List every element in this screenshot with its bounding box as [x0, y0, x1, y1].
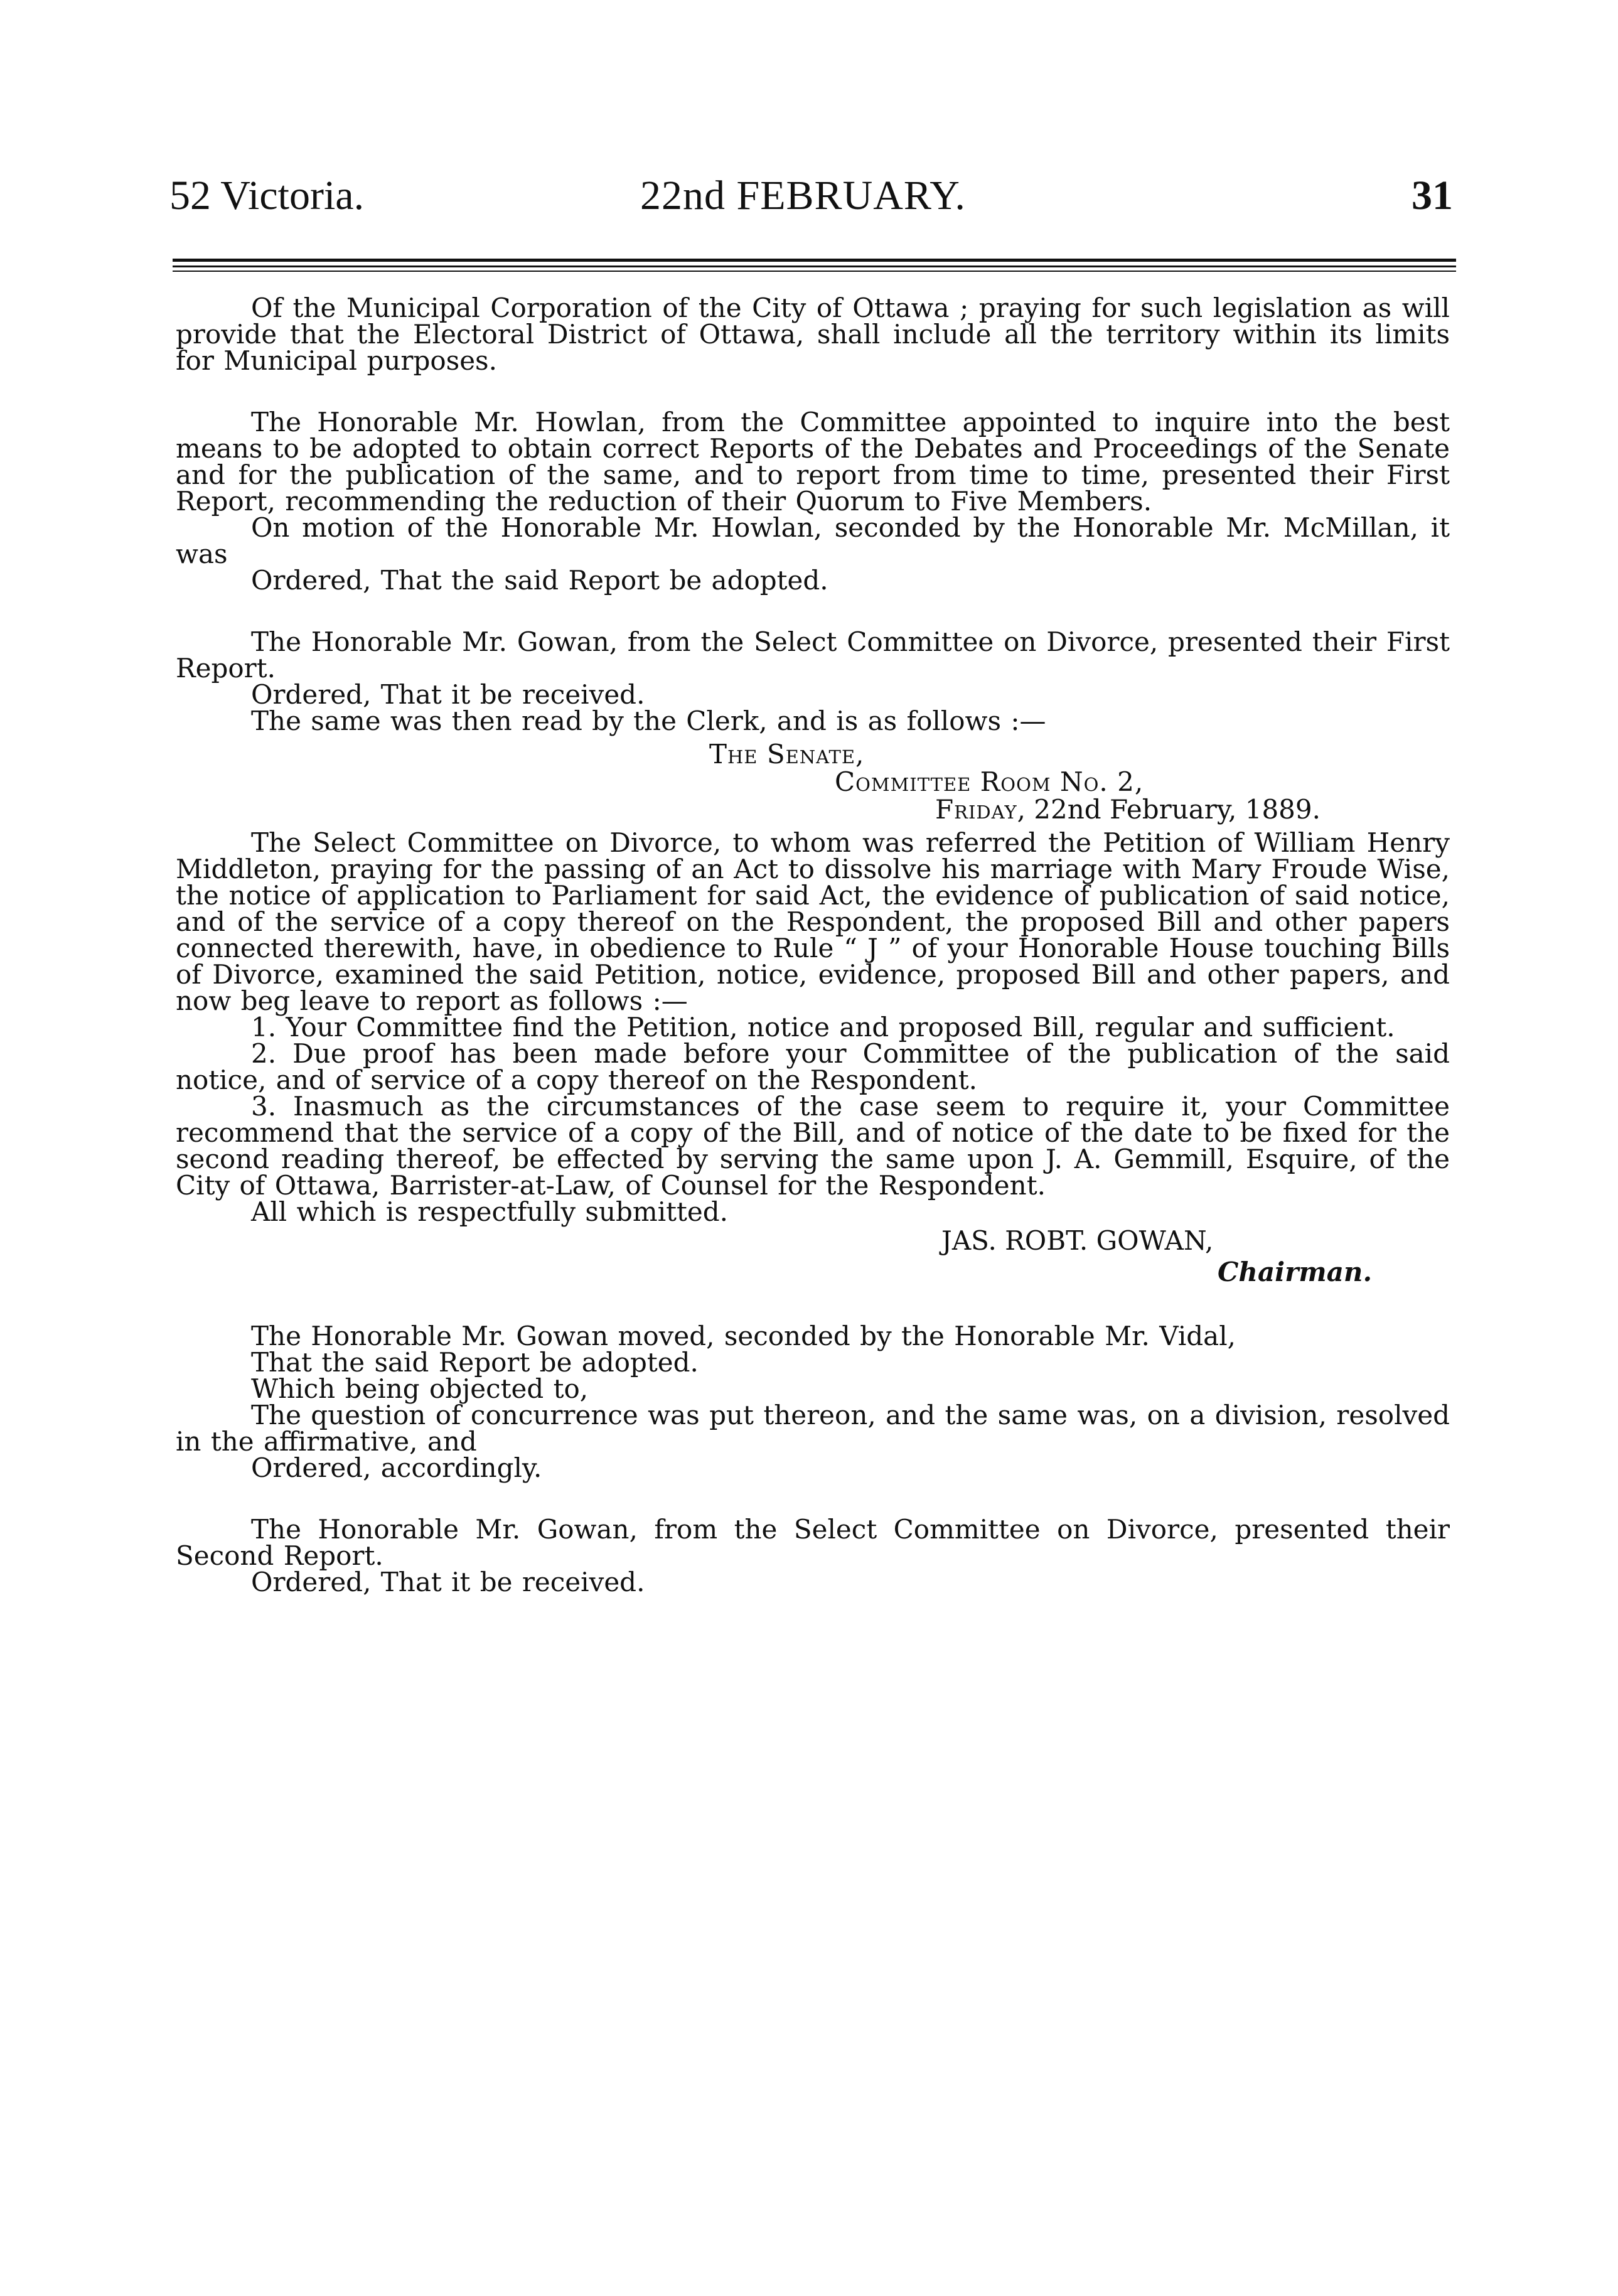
- petition-paragraph: Of the Municipal Corporation of the City of Ottawa ; praying for such legislation as will provide that the Electoral District of Ottawa, shall include all the territory within its limits for Municipal purposes.: [176, 292, 1450, 376]
- division-paragraph: The question of concurrence was put thereon, and the same was, on a division, resolved in the affirmative, and: [176, 1400, 1450, 1457]
- report-item-3: 3. Inasmuch as the circumstances of the case seem to require it, your Committee recommend that the service of a copy of the Bill, and of notice of the date to be fixed for the second reading thereof, be effected by serving the same upon J. A. Gemmill, Esquire, of the City of Ottawa, Barrister-at-Law, of Counsel for the Respondent.: [176, 1091, 1450, 1201]
- page-number: 31: [1412, 173, 1453, 218]
- report-heading-date-text: , 22nd February, 1889.: [1017, 794, 1321, 825]
- report-heading-date: [935, 796, 1450, 823]
- date-heading: 22nd FEBRUARY.: [640, 173, 966, 218]
- page-header: [169, 164, 1453, 227]
- signature-title: Chairman.: [1218, 1257, 1373, 1287]
- submission-line: All which is respectfully submitted.: [251, 1196, 729, 1227]
- clerk-reading-paragraph: The same was then read by the Clerk, and is as follows :—: [251, 705, 1046, 736]
- motion-text: That the said Report be adopted.: [251, 1347, 699, 1378]
- report-heading-senate: The Senate,: [709, 739, 865, 770]
- report-heading-day: Friday: [935, 794, 1017, 825]
- order-paragraph: Ordered, That it be received.: [251, 1567, 645, 1597]
- order-paragraph: Ordered, accordingly.: [251, 1452, 542, 1483]
- session-label: 52 Victoria.: [169, 173, 365, 218]
- order-paragraph: Ordered, That it be received.: [251, 679, 645, 710]
- header-rule: [173, 259, 1456, 262]
- signature-name: JAS. ROBT. GOWAN,: [941, 1225, 1214, 1256]
- committee-report-paragraph: The Honorable Mr. Howlan, from the Committee appointed to inquire into the best means to be adopted to obtain correct Reports of the Debates and Proceedings of the Senate and for the publication of the same, and to report from time to time, presented their First Report, recommending the reduction of their Quorum to Five Members.: [176, 407, 1450, 517]
- objection-line: Which being objected to,: [251, 1373, 589, 1404]
- report-body-paragraph: The Select Committee on Divorce, to whom was referred the Petition of William Henry Middleton, praying for the passing of an Act to dissolve his marriage with Mary Froude Wise, the notice of application to Parliament for said Act, the evidence of publication of said notice, and of the service of a copy thereof on the Respondent, the proposed Bill and other papers connected therewith, have, in obedience to Rule “ J ” of your Honorable House touching Bills of Divorce, examined the said Petition, notice, evidence, proposed Bill and other papers, and now beg leave to report as follows :—: [176, 827, 1450, 1016]
- page-body: [176, 292, 1450, 1597]
- report-item-2: 2. Due proof has been made before your Committee of the publication of the said notice, and of service of a copy thereof on the Respondent.: [176, 1038, 1450, 1095]
- order-paragraph: Ordered, That the said Report be adopted.: [251, 565, 828, 596]
- motion-paragraph: On motion of the Honorable Mr. Howlan, seconded by the Honorable Mr. McMillan, it was: [176, 512, 1450, 569]
- report-heading-room: Committee Room No. 2,: [835, 766, 1144, 797]
- motion-paragraph: The Honorable Mr. Gowan moved, seconded by the Honorable Mr. Vidal,: [251, 1321, 1236, 1351]
- header-rule: [173, 271, 1456, 272]
- report-item-1: 1. Your Committee find the Petition, notice and proposed Bill, regular and sufficient.: [251, 1012, 1395, 1043]
- second-report-paragraph: The Honorable Mr. Gowan, from the Select Committee on Divorce, presented their Second Report.: [176, 1514, 1450, 1571]
- header-rule: [173, 266, 1456, 267]
- divorce-report-paragraph: The Honorable Mr. Gowan, from the Select Committee on Divorce, presented their First Report.: [176, 626, 1450, 684]
